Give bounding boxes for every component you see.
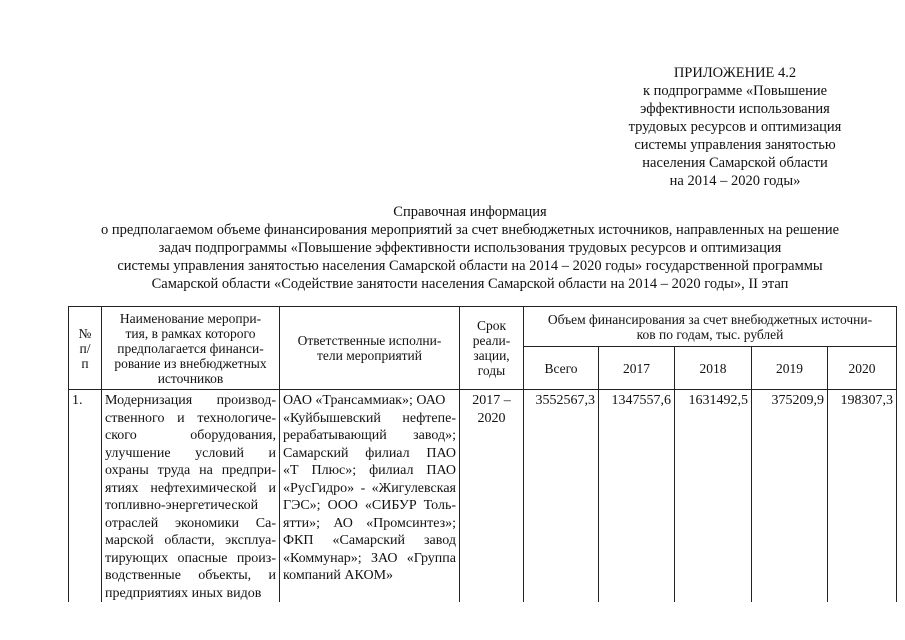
table-row — [69, 390, 897, 603]
row-term-line: 2017 – — [472, 393, 511, 408]
header-responsible-line: Ответственные исполни- — [297, 333, 442, 348]
row-responsible-line: Самарский филиал ПАО — [283, 445, 456, 461]
header-responsible-line: тели мероприятий — [316, 348, 423, 363]
appendix-line: системы управления занятостью — [634, 137, 836, 153]
header-year-2018: 2018 — [675, 347, 752, 390]
row-name-line: ятиях нефтехимической и — [105, 480, 276, 496]
row-total: 3552567,3 — [524, 390, 599, 603]
row-name-line: топливно-энергетической — [105, 498, 259, 513]
header-term-line: Срок — [476, 318, 507, 333]
row-name-line: марской области, эксплуа- — [105, 533, 276, 548]
heading-line: Самарской области «Содействие занятости населения Самарской области на 2014 – 2020 годы», II этап — [151, 276, 789, 292]
appendix-title: ПРИЛОЖЕНИЕ 4.2 — [673, 65, 797, 81]
appendix-line: к подпрограмме «Повышение — [642, 83, 828, 99]
row-year-2018: 1631492,5 — [675, 390, 752, 603]
header-num-line: п/ — [79, 340, 91, 356]
row-name — [102, 390, 280, 603]
header-num-line: № — [78, 325, 92, 341]
row-name-line: предприятиях иных видов — [105, 585, 262, 601]
appendix-line: трудовых ресурсов и оптимизация — [628, 119, 842, 135]
row-name-line: ственного и технологиче- — [105, 410, 276, 426]
document-heading — [40, 203, 900, 293]
row-responsible-line: «РусГидро» - «Жигулевская — [283, 480, 456, 496]
header-financing-line: Объем финансирования за счет внебюджетных источни- — [547, 311, 873, 327]
row-num: 1. — [69, 390, 102, 603]
row-responsible-line: ФКП «Самарский завод — [283, 533, 456, 548]
row-responsible — [280, 390, 460, 603]
row-responsible-line: «Т Плюс»; филиал ПАО — [283, 463, 456, 478]
header-name-line: тия, в рамках которого — [125, 325, 256, 341]
financing-table — [68, 306, 897, 602]
row-name-line: улучшение условий и — [105, 445, 276, 461]
header-year-2020: 2020 — [828, 347, 897, 390]
row-year-2017: 1347557,6 — [599, 390, 675, 603]
header-name-line: источников — [157, 370, 224, 386]
row-responsible-line: ОАО «Трансаммиак»; ОАО — [283, 393, 446, 408]
row-responsible-line: ГЭС»; ООО «СИБУР Толь- — [283, 498, 456, 513]
header-name-line: рование из внебюджетных — [114, 355, 267, 371]
header-financing — [524, 307, 897, 347]
header-name-line: предполагается финанси- — [117, 340, 264, 356]
row-name-line: охраны труда на предпри- — [105, 463, 276, 478]
header-term-line: реали- — [472, 333, 511, 348]
row-year-2020: 198307,3 — [828, 390, 897, 603]
appendix-line: населения Самарской области — [642, 155, 828, 171]
row-responsible-line: компаний АКОМ» — [283, 568, 394, 583]
heading-line: системы управления занятостью населения Самарской области на 2014 – 2020 годы» государственной программы — [117, 258, 823, 274]
row-responsible-line: рерабатывающий завод»; — [283, 428, 456, 443]
heading-line: задач подпрограммы «Повышение эффективности использования трудовых ресурсов и оптимизация — [158, 240, 782, 256]
row-name-line: отраслей экономики Са- — [105, 515, 276, 531]
row-term-line: 2020 — [477, 410, 506, 426]
row-responsible-line: «Куйбышевский нефтепе- — [283, 410, 456, 426]
header-term-line: годы — [477, 363, 506, 378]
row-name-line: Модернизация производ- — [105, 393, 276, 408]
row-name-line: тирующих опасные произ- — [105, 550, 276, 566]
appendix-block — [600, 64, 870, 190]
header-num — [69, 307, 102, 390]
row-name-line: ского оборудования, — [105, 428, 276, 443]
row-year-2019: 375209,9 — [752, 390, 828, 603]
appendix-line: эффективности использования — [640, 101, 830, 117]
row-term — [460, 390, 524, 603]
row-name-line: водственные объекты, и — [105, 568, 276, 583]
header-year-2017: 2017 — [599, 347, 675, 390]
appendix-line: на 2014 – 2020 годы» — [669, 173, 801, 189]
header-year-2019: 2019 — [752, 347, 828, 390]
heading-line: о предполагаемом объеме финансирования мероприятий за счет внебюджетных источников, направленных на решение — [100, 222, 840, 238]
row-responsible-line: ятти»; АО «Промсинтез»; — [283, 515, 456, 531]
header-term — [460, 307, 524, 390]
header-responsible — [280, 307, 460, 390]
header-term-line: зации, — [473, 348, 510, 363]
row-responsible-line: «Коммунар»; ЗАО «Группа — [283, 550, 456, 566]
heading-title: Справочная информация — [393, 204, 547, 220]
header-total: Всего — [524, 347, 599, 390]
header-financing-line: ков по годам, тыс. рублей — [636, 326, 784, 342]
header-name-line: Наименование меропри- — [119, 310, 262, 326]
header-name — [102, 307, 280, 390]
header-num-line: п — [81, 355, 89, 371]
